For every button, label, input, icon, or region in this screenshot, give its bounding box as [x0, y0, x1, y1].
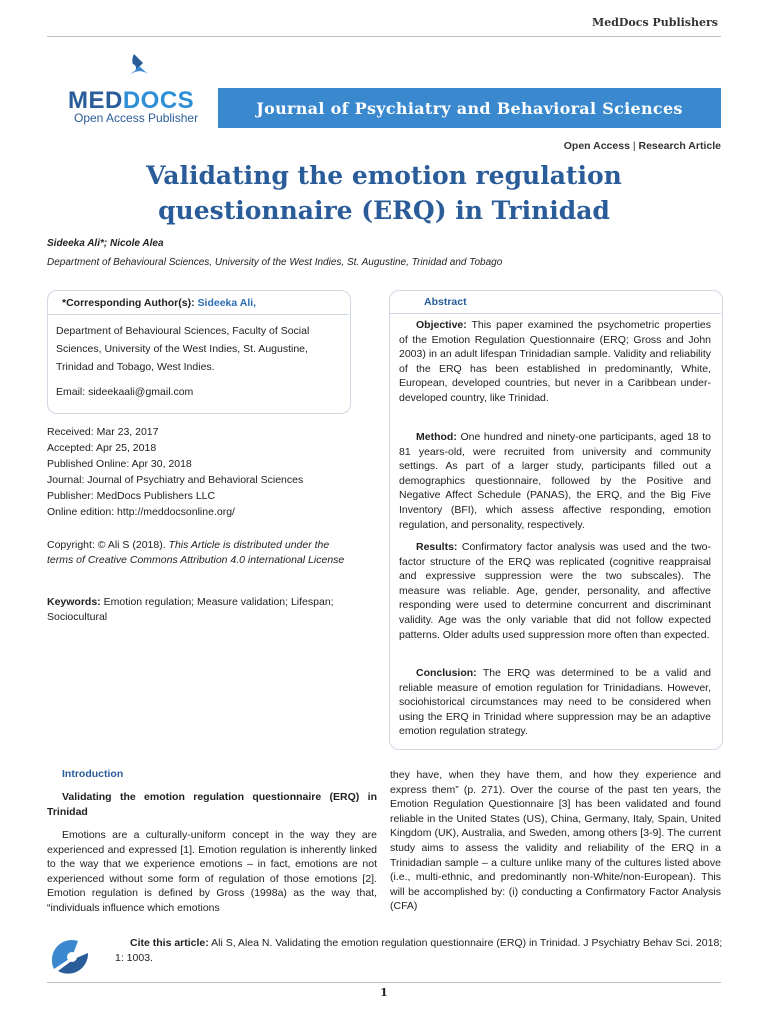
corresponding-author-email[interactable]: Email: sideekaali@gmail.com	[56, 386, 194, 398]
introduction-heading: Introduction	[62, 768, 124, 780]
abstract-heading: Abstract	[424, 296, 467, 308]
page-number: 1	[380, 986, 388, 999]
introduction-paragraph-1: Emotions are a culturally-uniform concept in the way they are experienced and expressed [1]. Emotion regulation is inherently linked to the way that we experience emotions – in fact, emotions are not experienced without some form of regulation of those emotions [2]. Emotion regulation is defined by Gross (1998a) as the way that, “individuals influence which emotions	[47, 829, 377, 914]
accepted-date: Accepted: Apr 25, 2018	[47, 442, 157, 454]
abstract-objective: Objective: This paper examined the psychometric properties of the Emotion Regulation Questionnaire (ERQ; Gross and John 2003) in an adult lifespan Trinidadian sample. Validity and reliability of the ERQ has been established in predominantly, White, European, developed countries, but never in a Caribbean under-developed country, like Trinidad.	[399, 319, 711, 404]
article-meta	[47, 424, 357, 520]
copyright-notice: Copyright: © Ali S (2018). This Article is distributed under the terms of Creative Commons Attribution 4.0 international License	[47, 539, 345, 566]
keywords: Keywords: Emotion regulation; Measure validation; Lifespan; Sociocultural	[47, 596, 334, 623]
online-edition-link[interactable]: Online edition: http://meddocsonline.org/	[47, 506, 235, 518]
received-date: Received: Mar 23, 2017	[47, 426, 159, 438]
corresponding-author-label: *Corresponding Author(s): Sideeka Ali,	[62, 297, 257, 309]
abstract-results: Results: Confirmatory factor analysis was used and the two-factor structure of the ERQ was replicated (cognitive reappraisal and expressive suppression were the two subscales). The measure was reliable. Age, gender, personality, and affective responding were used to determine concurrent and discriminant validity. Age was the only variable that did not follow expected patterns. Older adults used suppression more often than expected.	[399, 541, 711, 641]
journal-name: Journal: Journal of Psychiatry and Behavioral Sciences	[47, 474, 304, 486]
abstract-method: Method: One hundred and ninety-one participants, aged 18 to 81 years-old, were recruited from university and community settings. As part of a larger study, participants filled out a demographics questionnaire, followed by the Positive and Negative Affect Schedule (PANAS), the ERQ, and the Big Five Inventory (BFI), which assess affective responding, emotion regulation, and personality, respectively.	[399, 431, 711, 531]
article-type-line: Open Access | Research Article	[563, 140, 721, 152]
corresponding-author-name[interactable]: Sideeka Ali,	[197, 297, 257, 309]
author-list: Sideeka Ali*; Nicole Alea	[47, 238, 164, 249]
published-date: Published Online: Apr 30, 2018	[47, 458, 192, 470]
introduction-subtitle: Validating the emotion regulation questionnaire (ERQ) in Trinidad	[47, 791, 377, 818]
header-divider	[47, 36, 721, 37]
author-affiliation: Department of Behavioural Sciences, University of the West Indies, St. Augustine, Trinidad and Tobago	[47, 257, 503, 268]
abstract-conclusion: Conclusion: The ERQ was determined to be a valid and reliable measure of emotion regulation for Trinidadians. However, sociohistorical circumstances may need to be considered when using the ERQ in Trinidad where suppression may be an adaptive emotion regulation strategy.	[399, 667, 711, 738]
journal-banner: Journal of Psychiatry and Behavioral Sciences	[218, 88, 721, 128]
publisher-line: Publisher: MedDocs Publishers LLC	[47, 490, 216, 502]
meddocs-footer-logo-icon	[48, 935, 96, 975]
logo-tagline: Open Access Publisher	[74, 111, 199, 125]
paper-title: Validating the emotion regulation questionnaire (ERQ) in Trinidad	[146, 161, 622, 225]
cite-this-article: Cite this article: Ali S, Alea N. Validating the emotion regulation questionnaire (ERQ) in Trinidad. J Psychiatry Behav Sci. 2018; 1: 1003.	[115, 937, 723, 964]
abstract-divider	[390, 313, 721, 314]
publisher-name: MedDocs Publishers	[592, 16, 718, 29]
corresponding-author-address: Department of Behavioural Sciences, Faculty of Social Sciences, University of the West Indies, St. Augustine, Trinidad and Tobago, West Indies.	[56, 325, 310, 373]
logo-wordmark: MEDDOCS	[68, 87, 195, 114]
footer-divider	[47, 982, 721, 983]
corresponding-box-divider	[48, 314, 349, 315]
introduction-paragraph-2: they have, when they have them, and how they experience and express them” (p. 271). Over the course of the past ten years, the Emotion Regulation Questionnaire [3] has been validated and found reliable in the United States (US), China, Germany, Italy, Spain, United Kingdom (UK), Australia, and Sweden, among others [3-9]. The current study aims to assess the validity and reliability of the ERQ in a Trinidadian sample – a culture unlike many of the cultures listed above (i.e., multi-ethnic, and predominantly non-White/non-European). This will be accomplished by: (i) conducting a Confirmatory Factor Analysis (CFA)	[390, 769, 721, 913]
